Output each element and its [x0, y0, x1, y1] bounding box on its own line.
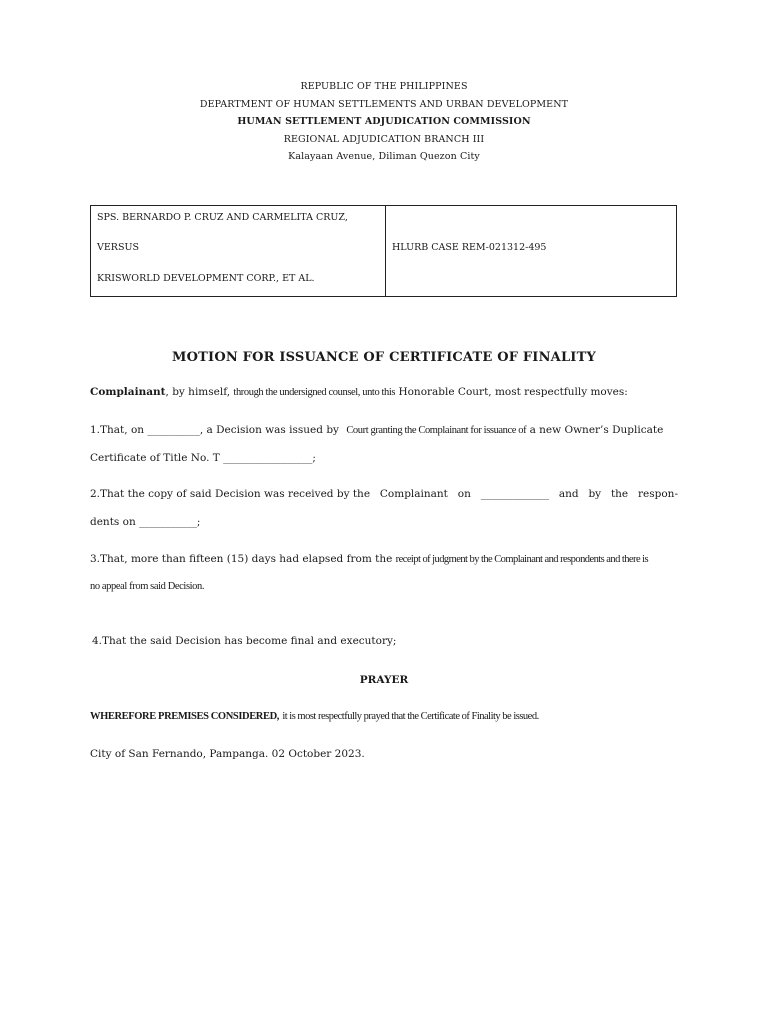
prayer-heading: PRAYER [359, 674, 409, 686]
intro-part-c: Honorable Court, most respectfully moves: [398, 386, 628, 398]
paragraph-1-line-2: Certificate of Title No. T _________________; [90, 452, 316, 464]
intro-complainant: Complainant [90, 386, 166, 398]
caption-versus: VERSUS [97, 242, 139, 253]
header-department: DEPARTMENT OF HUMAN SETTLEMENTS AND URBAN DEVELOPMENT [199, 98, 569, 110]
paragraph-1-line-1 [90, 424, 678, 436]
p1-part-c: a new Owner’s Duplicate [529, 424, 664, 436]
prayer-paragraph [90, 710, 678, 722]
p3-part-a: 3.That, more than fifteen (15) days had elapsed from the [90, 553, 393, 565]
p2-part-a: 2.That the copy of said Decision was received by the [90, 488, 371, 500]
caption-plaintiffs: SPS. BERNARDO P. CRUZ AND CARMELITA CRUZ, [97, 212, 348, 223]
p3-part-b: receipt of judgment by the Complainant and respondents and there is [395, 554, 649, 565]
caption-case-number-cell [386, 206, 676, 296]
intro-paragraph [90, 386, 678, 398]
paragraph-3-line-2: no appeal from said Decision. [90, 581, 205, 592]
intro-part-b: through the undersigned counsel, unto this [233, 387, 396, 398]
header-address: Kalayaan Avenue, Diliman Quezon City [288, 151, 480, 162]
p2-part-b: Complainant [379, 488, 448, 500]
case-caption-box [90, 205, 677, 297]
document-header [0, 78, 768, 166]
p2-part-d: _____________ [480, 488, 549, 500]
paragraph-2-line-1 [90, 488, 678, 500]
p2-part-h: respon- [638, 488, 678, 500]
header-branch: REGIONAL ADJUDICATION BRANCH III [283, 133, 485, 145]
caption-case-number: HLURB CASE REM-021312-495 [392, 242, 547, 253]
caption-parties [91, 206, 386, 296]
p1-part-a: 1.That, on __________, a Decision was issued by [90, 424, 339, 436]
header-commission: HUMAN SETTLEMENT ADJUDICATION COMMISSION [237, 116, 531, 127]
p2-part-e: and [558, 488, 579, 500]
caption-defendants: KRISWORLD DEVELOPMENT CORP., ET AL. [97, 273, 315, 284]
p2-part-c: on [457, 488, 471, 500]
document-title: MOTION FOR ISSUANCE OF CERTIFICATE OF FINALITY [172, 350, 596, 365]
paragraph-4: 4.That the said Decision has become final and executory; [92, 635, 397, 647]
p2-part-g: the [610, 488, 629, 500]
header-republic: REPUBLIC OF THE PHILIPPINES [300, 81, 468, 92]
p1-part-b: Court granting the Complainant for issuance of [346, 425, 527, 436]
prayer-wherefore: WHEREFORE PREMISES CONSIDERED, [90, 711, 279, 722]
intro-part-a: , by himself, [165, 386, 231, 398]
place-and-date: City of San Fernando, Pampanga. 02 October 2023. [90, 748, 365, 760]
prayer-text: it is most respectfully prayed that the Certificate of Finality be issued. [282, 711, 539, 722]
paragraph-2-line-2: dents on ___________; [90, 516, 201, 528]
paragraph-3-line-1 [90, 553, 678, 565]
p2-part-f: by [588, 488, 602, 500]
